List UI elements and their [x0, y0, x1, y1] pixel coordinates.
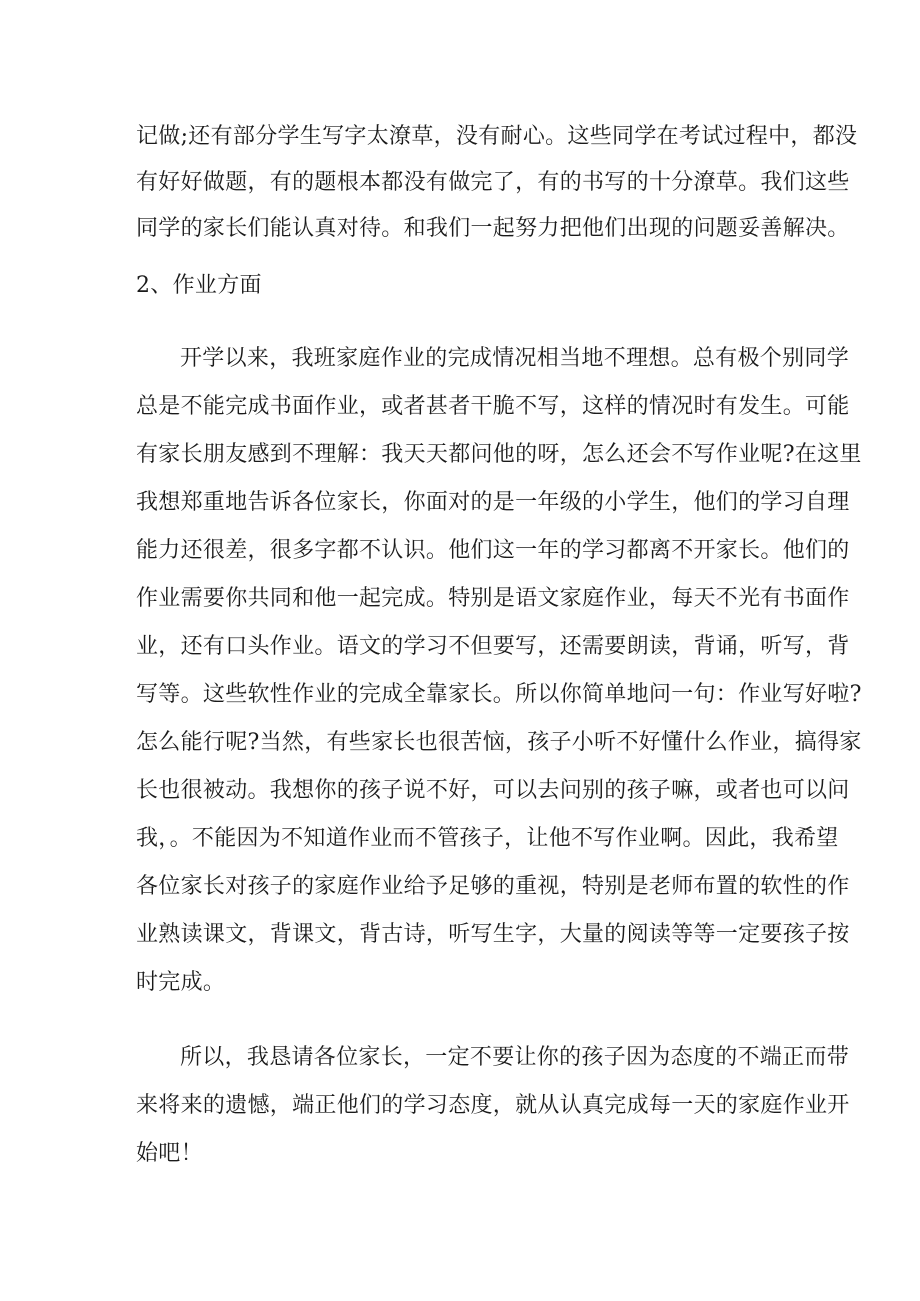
paragraph-3-line-3: 始吧！ [136, 1141, 203, 1166]
paragraph-2-line-3: 有家长朋友感到不理解：我天天都问他的呀，怎么还会不写作业呢?在这里 [136, 442, 862, 467]
paragraph-2-line-4: 我想郑重地告诉各位家长，你面对的是一年级的小学生，他们的学习自理 [136, 490, 850, 515]
paragraph-2-line-13: 业熟读课文，背课文，背古诗，听写生字，大量的阅读等等一定要孩子按 [136, 922, 850, 947]
paragraph-2-line-8: 写等。这些软性作业的完成全靠家长。所以你简单地问一句：作业写好啦? [136, 682, 862, 707]
paragraph-2-line-5: 能力还很差，很多字都不认识。他们这一年的学习都离不开家长。他们的 [136, 538, 850, 563]
paragraph-2-line-7: 业，还有口头作业。语文的学习不但要写，还需要朗读，背诵，听写，背 [136, 634, 850, 659]
paragraph-2-line-12: 各位家长对孩子的家庭作业给予足够的重视，特别是老师布置的软性的作 [136, 874, 850, 899]
paragraph-2-line-2: 总是不能完成书面作业，或者甚者干脆不写，这样的情况时有发生。可能 [136, 394, 850, 419]
paragraph-2-line-1: 开学以来，我班家庭作业的完成情况相当地不理想。总有极个别同学 [180, 346, 850, 371]
paragraph-2-line-6: 作业需要你共同和他一起完成。特别是语文家庭作业，每天不光有书面作 [136, 586, 850, 611]
paragraph-2-line-10: 长也很被动。我想你的孩子说不好，可以去问别的孩子嘛，或者也可以问 [136, 778, 850, 803]
section-heading: 2、作业方面 [136, 273, 262, 298]
paragraph-1-line-1: 记做;还有部分学生写字太潦草，没有耐心。这些同学在考试过程中，都没 [136, 124, 858, 149]
paragraph-2-line-11: 我，。不能因为不知道作业而不管孩子，让他不写作业啊。因此，我希望 [136, 826, 839, 851]
paragraph-1-line-2: 有好好做题，有的题根本都没有做完了，有的书写的十分潦草。我们这些 [136, 170, 850, 195]
paragraph-3-line-2: 来将来的遗憾，端正他们的学习态度，就从认真完成每一天的家庭作业开 [136, 1093, 850, 1118]
paragraph-2-line-14: 时完成。 [136, 970, 226, 995]
paragraph-1-line-3: 同学的家长们能认真对待。和我们一起努力把他们出现的问题妥善解决。 [136, 216, 850, 241]
paragraph-3-line-1: 所以，我恳请各位家长，一定不要让你的孩子因为态度的不端正而带 [180, 1045, 850, 1070]
paragraph-2-line-9: 怎么能行呢?当然，有些家长也很苦恼，孩子小听不好懂什么作业，搞得家 [136, 730, 862, 755]
